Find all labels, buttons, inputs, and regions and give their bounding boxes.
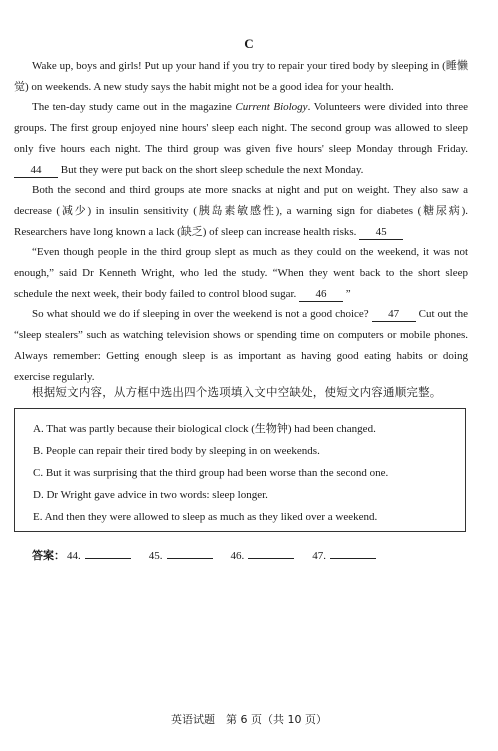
answer-item-44 <box>67 547 131 562</box>
paragraph-5 <box>14 304 468 387</box>
answer-label: 答案： <box>32 549 65 562</box>
answer-item-46 <box>231 547 295 562</box>
paragraph-4 <box>14 242 468 304</box>
answer-item-45 <box>149 547 213 562</box>
blank-47: 47 <box>372 308 416 322</box>
answer-number: 46. <box>230 550 245 562</box>
section-label: C <box>244 36 254 51</box>
answer-item-47 <box>312 547 376 562</box>
passage <box>14 56 468 387</box>
blank-44: 44 <box>14 164 58 178</box>
answer-row <box>32 547 394 563</box>
paragraph-5-text-a: So what should we do if sleeping in over the weekend is not a good choice? <box>32 308 372 321</box>
paragraph-3-text: Both the second and third groups ate more snacks at night and put on weight. They also saw a decrease (减少) in insulin sensitivity (胰岛素敏感性), a warning sign for diabetes (糖尿病). Researchers have long known a lack (缺乏) of sleep can increase health risks. <box>14 184 468 238</box>
answer-line[interactable] <box>167 547 213 559</box>
option-e: E. And then they were allowed to sleep as much as they liked over a weekend. <box>33 511 378 523</box>
answer-line[interactable] <box>330 547 376 559</box>
option-a: A. That was partly because their biological clock (生物钟) had been changed. <box>33 423 376 435</box>
options-box <box>14 408 466 532</box>
paragraph-5-text-b: Cut out the “sleep stealers” such as watching television shows or spending time on computers or mobile phones. Always remember: Getting enough sleep is as important as having good eating habits or doing exercise regularly. <box>14 308 468 383</box>
paragraph-1 <box>14 56 468 97</box>
paragraph-2-text-b: . Volunteers were divided into three groups. The first group enjoyed nine hours' sleep each night. The second group was allowed to sleep only five hours each night. The third group was given five hours' sleep Monday through Friday. <box>14 101 468 155</box>
answer-number: 44. <box>67 550 81 562</box>
paragraph-3 <box>14 180 468 242</box>
paragraph-4-text-b: ” <box>343 287 351 300</box>
answer-number: 45. <box>148 550 163 562</box>
page-footer: 英语试题 第 6 页（共 10 页） <box>171 713 327 726</box>
answer-line[interactable] <box>248 547 294 559</box>
paragraph-2-text-a: The ten-day study came out in the magazine <box>32 101 236 114</box>
answer-number: 47. <box>312 550 326 562</box>
blank-45: 45 <box>359 226 403 240</box>
option-c: C. But it was surprising that the third group had been worse than the second one. <box>33 467 389 479</box>
paragraph-4-text-a: “Even though people in the third group slept as much as they could on the weekend, it was not enough,” said Dr Kenneth Wright, who led the study. “When they went back to the short sleep schedule the next week, their body failed to control blood sugar. <box>14 246 468 300</box>
journal-title: Current Biology <box>235 101 308 114</box>
paragraph-2 <box>14 97 468 180</box>
option-d: D. Dr Wright gave advice in two words: sleep longer. <box>33 489 268 501</box>
instruction-text: 根据短文内容，从方框中选出四个选项填入文中空缺处，使短文内容通顺完整。 <box>32 385 442 399</box>
blank-46: 46 <box>299 288 343 302</box>
answer-line[interactable] <box>85 547 131 559</box>
paragraph-1-text: Wake up, boys and girls! Put up your hand if you try to repair your tired body by sleeping in (睡懒觉) on weekends. A new study says the habit might not be a good idea for your health. <box>14 60 468 93</box>
option-b: B. People can repair their tired body by sleeping in on weekends. <box>33 445 320 457</box>
paragraph-2-text-c: But they were put back on the short sleep schedule the next Monday. <box>58 163 364 176</box>
